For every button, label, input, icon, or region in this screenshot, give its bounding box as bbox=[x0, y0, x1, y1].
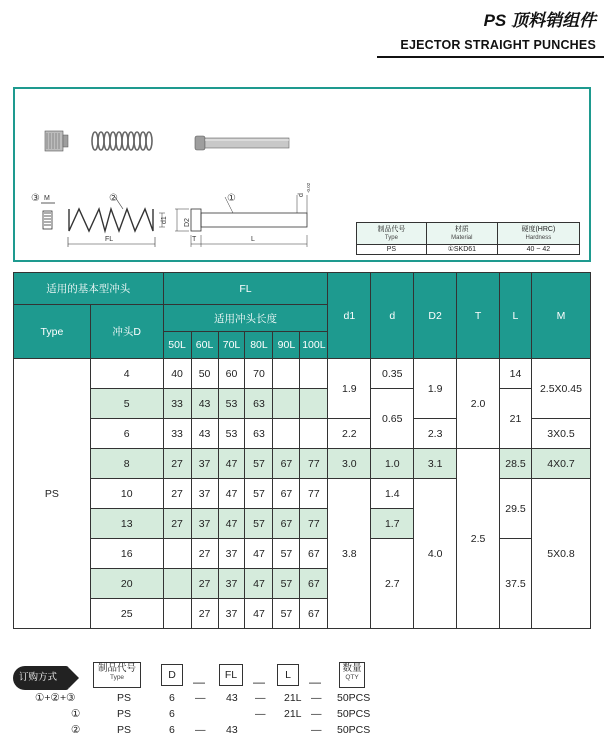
L-cell: 37.5 bbox=[499, 539, 531, 629]
fl-cell: 37 bbox=[218, 569, 245, 599]
header-punch-length: 适用冲头长度 bbox=[163, 305, 328, 332]
spec-table bbox=[356, 222, 580, 255]
M-cell: 5X0.8 bbox=[531, 479, 590, 629]
order-fl: 43 bbox=[226, 692, 238, 704]
d-cell: 1.7 bbox=[371, 509, 414, 539]
dimension-table bbox=[13, 272, 591, 629]
label-fl: FL bbox=[105, 236, 114, 243]
fl-cell bbox=[300, 419, 328, 449]
label-part2: ② bbox=[109, 193, 118, 204]
fl-cell: 57 bbox=[273, 569, 300, 599]
set-screw-illustration bbox=[45, 131, 68, 151]
T-cell: 2.0 bbox=[457, 359, 500, 449]
punch-d-cell: 25 bbox=[90, 599, 163, 629]
order-qty: 50PCS bbox=[337, 692, 371, 704]
L-cell: 14 bbox=[499, 359, 531, 389]
fl-cell bbox=[273, 359, 300, 389]
page-title-en: EJECTOR STRAIGHT PUNCHES bbox=[400, 38, 596, 52]
fl-cell: 57 bbox=[245, 449, 273, 479]
label-d1: d1 bbox=[161, 216, 168, 224]
header-d1: d1 bbox=[328, 273, 371, 359]
order-type: PS bbox=[117, 708, 132, 720]
spring-illustration bbox=[92, 132, 152, 150]
header-len-80: 80L bbox=[245, 332, 273, 359]
header-L: L bbox=[499, 273, 531, 359]
fl-cell: 27 bbox=[191, 539, 218, 569]
fl-cell: 57 bbox=[273, 599, 300, 629]
label-t: T bbox=[192, 236, 197, 243]
order-dash: — bbox=[195, 692, 206, 704]
fl-cell: 47 bbox=[218, 509, 245, 539]
header-punch-d: 冲头D bbox=[90, 305, 163, 359]
order-qty: 50PCS bbox=[337, 708, 371, 720]
order-qty-en: QTY bbox=[345, 674, 359, 681]
label-d-tol: d bbox=[298, 193, 305, 197]
order-type-cn: 制品代号 bbox=[97, 663, 136, 674]
order-method-badge: 订购方式 bbox=[13, 666, 69, 690]
M-cell: 2.5X0.45 bbox=[531, 359, 590, 419]
order-type: PS bbox=[117, 724, 132, 736]
header-D2: D2 bbox=[414, 273, 457, 359]
d-cell: 1.4 bbox=[371, 479, 414, 509]
L-cell: 28.5 bbox=[499, 449, 531, 479]
punch-illustration bbox=[195, 136, 289, 150]
punch-d-cell: 4 bbox=[90, 359, 163, 389]
spec-header-hardness: 硬度(HRC) Hardness bbox=[497, 223, 579, 245]
header-T: T bbox=[457, 273, 500, 359]
order-combo: ② bbox=[71, 724, 81, 736]
title-divider bbox=[377, 56, 604, 58]
header-fl: FL bbox=[163, 273, 328, 305]
fl-cell: 47 bbox=[245, 539, 273, 569]
order-dash: — bbox=[311, 708, 322, 720]
order-dash: — bbox=[253, 675, 265, 689]
fl-cell bbox=[300, 359, 328, 389]
header-len-90: 90L bbox=[273, 332, 300, 359]
label-d-tol-sub: -0.02 bbox=[306, 182, 311, 193]
fl-cell: 27 bbox=[163, 479, 191, 509]
fl-cell: 27 bbox=[191, 569, 218, 599]
spec-header-type: 制品代号 Type bbox=[357, 223, 427, 245]
fl-cell: 47 bbox=[245, 599, 273, 629]
table-row bbox=[14, 389, 591, 419]
fl-cell: 33 bbox=[163, 389, 191, 419]
order-fl-box: FL bbox=[219, 664, 243, 686]
fl-cell: 67 bbox=[300, 599, 328, 629]
table-row bbox=[14, 479, 591, 509]
label-part3-m: M bbox=[44, 195, 50, 202]
D2-cell: 3.1 bbox=[414, 449, 457, 479]
header-len-100: 100L bbox=[300, 332, 328, 359]
punch-d-cell: 13 bbox=[90, 509, 163, 539]
spec-hardness: 40 ~ 42 bbox=[497, 245, 579, 255]
fl-cell: 37 bbox=[218, 599, 245, 629]
fl-cell: 60 bbox=[218, 359, 245, 389]
fl-cell: 67 bbox=[273, 479, 300, 509]
fl-cell: 43 bbox=[191, 389, 218, 419]
header-type: Type bbox=[14, 305, 91, 359]
fl-cell: 57 bbox=[245, 479, 273, 509]
fl-cell: 77 bbox=[300, 449, 328, 479]
spec-header-material: 材质 Material bbox=[426, 223, 497, 245]
table-row bbox=[14, 449, 591, 479]
order-fl: 43 bbox=[226, 724, 238, 736]
fl-cell: 67 bbox=[273, 449, 300, 479]
fl-cell: 57 bbox=[245, 509, 273, 539]
d1-cell: 3.0 bbox=[328, 449, 371, 479]
punch-d-cell: 8 bbox=[90, 449, 163, 479]
fl-cell bbox=[163, 599, 191, 629]
L-cell: 29.5 bbox=[499, 479, 531, 539]
fl-cell: 27 bbox=[163, 509, 191, 539]
fl-cell: 53 bbox=[218, 419, 245, 449]
order-method-section bbox=[13, 658, 593, 744]
fl-cell bbox=[163, 569, 191, 599]
fl-cell: 70 bbox=[245, 359, 273, 389]
fl-cell: 37 bbox=[191, 479, 218, 509]
spec-table-row bbox=[357, 245, 580, 255]
fl-cell: 63 bbox=[245, 419, 273, 449]
fl-cell bbox=[163, 539, 191, 569]
fl-cell: 47 bbox=[218, 449, 245, 479]
punch-d-cell: 10 bbox=[90, 479, 163, 509]
label-part3: ③ bbox=[31, 193, 40, 204]
order-l-box: L bbox=[277, 664, 299, 686]
fl-cell: 43 bbox=[191, 419, 218, 449]
d-cell: 1.0 bbox=[371, 449, 414, 479]
punch-d-cell: 5 bbox=[90, 389, 163, 419]
punch-d-cell: 6 bbox=[90, 419, 163, 449]
fl-cell: 50 bbox=[191, 359, 218, 389]
order-type: PS bbox=[117, 692, 132, 704]
header-len-50: 50L bbox=[163, 332, 191, 359]
d-cell: 0.35 bbox=[371, 359, 414, 389]
fl-cell: 40 bbox=[163, 359, 191, 389]
D2-cell: 4.0 bbox=[414, 479, 457, 629]
fl-cell: 33 bbox=[163, 419, 191, 449]
header-d: d bbox=[371, 273, 414, 359]
header-M: M bbox=[531, 273, 590, 359]
fl-cell: 63 bbox=[245, 389, 273, 419]
order-d: 6 bbox=[169, 724, 175, 736]
order-d-box: D bbox=[161, 664, 183, 686]
table-row bbox=[14, 359, 591, 389]
order-combo: ① bbox=[71, 708, 81, 720]
L-cell: 21 bbox=[499, 389, 531, 449]
M-cell: 3X0.5 bbox=[531, 419, 590, 449]
order-d: 6 bbox=[169, 692, 175, 704]
fl-cell: 37 bbox=[191, 509, 218, 539]
fl-cell bbox=[273, 389, 300, 419]
fl-cell: 57 bbox=[273, 539, 300, 569]
set-screw-drawing bbox=[41, 203, 55, 229]
fl-cell: 37 bbox=[191, 449, 218, 479]
fl-cell: 67 bbox=[300, 569, 328, 599]
order-dash: — bbox=[195, 724, 206, 736]
header-base-punch: 适用的基本型冲头 bbox=[14, 273, 164, 305]
order-dash: — bbox=[255, 692, 266, 704]
d1-cell: 2.2 bbox=[328, 419, 371, 449]
spec-table-header bbox=[357, 223, 580, 245]
fl-cell bbox=[273, 419, 300, 449]
punch-d-cell: 16 bbox=[90, 539, 163, 569]
order-qty-box bbox=[339, 662, 365, 688]
order-dash: — bbox=[311, 724, 322, 736]
fl-cell: 47 bbox=[218, 479, 245, 509]
header-len-60: 60L bbox=[191, 332, 218, 359]
label-part1: ① bbox=[227, 193, 236, 204]
T-cell: 2.5 bbox=[457, 449, 500, 629]
d1-cell: 1.9 bbox=[328, 359, 371, 419]
label-l: L bbox=[251, 236, 255, 243]
order-d: 6 bbox=[169, 708, 175, 720]
fl-cell: 27 bbox=[191, 599, 218, 629]
label-d2: D2 bbox=[184, 218, 191, 227]
fl-cell bbox=[300, 389, 328, 419]
d1-cell: 3.8 bbox=[328, 479, 371, 629]
fl-cell: 77 bbox=[300, 509, 328, 539]
d-cell: 0.65 bbox=[371, 389, 414, 449]
punch-d-cell: 20 bbox=[90, 569, 163, 599]
d-cell: 2.7 bbox=[371, 539, 414, 629]
order-l: 21L bbox=[284, 708, 302, 720]
fl-cell: 53 bbox=[218, 389, 245, 419]
fl-cell: 77 bbox=[300, 479, 328, 509]
order-dash: — bbox=[255, 708, 266, 720]
spec-material: ①SKD61 bbox=[426, 245, 497, 255]
order-dash: — bbox=[309, 675, 321, 689]
order-qty: 50PCS bbox=[337, 724, 371, 736]
fl-cell: 67 bbox=[273, 509, 300, 539]
fl-cell: 37 bbox=[218, 539, 245, 569]
fl-cell: 67 bbox=[300, 539, 328, 569]
order-qty-cn: 数量 bbox=[342, 663, 362, 674]
D2-cell: 2.3 bbox=[414, 419, 457, 449]
fl-cell: 47 bbox=[245, 569, 273, 599]
header-len-70: 70L bbox=[218, 332, 245, 359]
order-combo: ①+②+③ bbox=[35, 692, 76, 704]
order-dash: — bbox=[311, 692, 322, 704]
fl-cell: 27 bbox=[163, 449, 191, 479]
M-cell: 4X0.7 bbox=[531, 449, 590, 479]
order-type-en: Type bbox=[109, 674, 125, 681]
table-row bbox=[14, 539, 591, 569]
order-dash: — bbox=[193, 675, 205, 689]
order-l: 21L bbox=[284, 692, 302, 704]
order-type-box bbox=[93, 662, 141, 688]
spec-type: PS bbox=[357, 245, 427, 255]
type-cell: PS bbox=[14, 359, 91, 629]
D2-cell: 1.9 bbox=[414, 359, 457, 419]
page-title-cn: PS 顶料销组件 bbox=[483, 11, 596, 30]
